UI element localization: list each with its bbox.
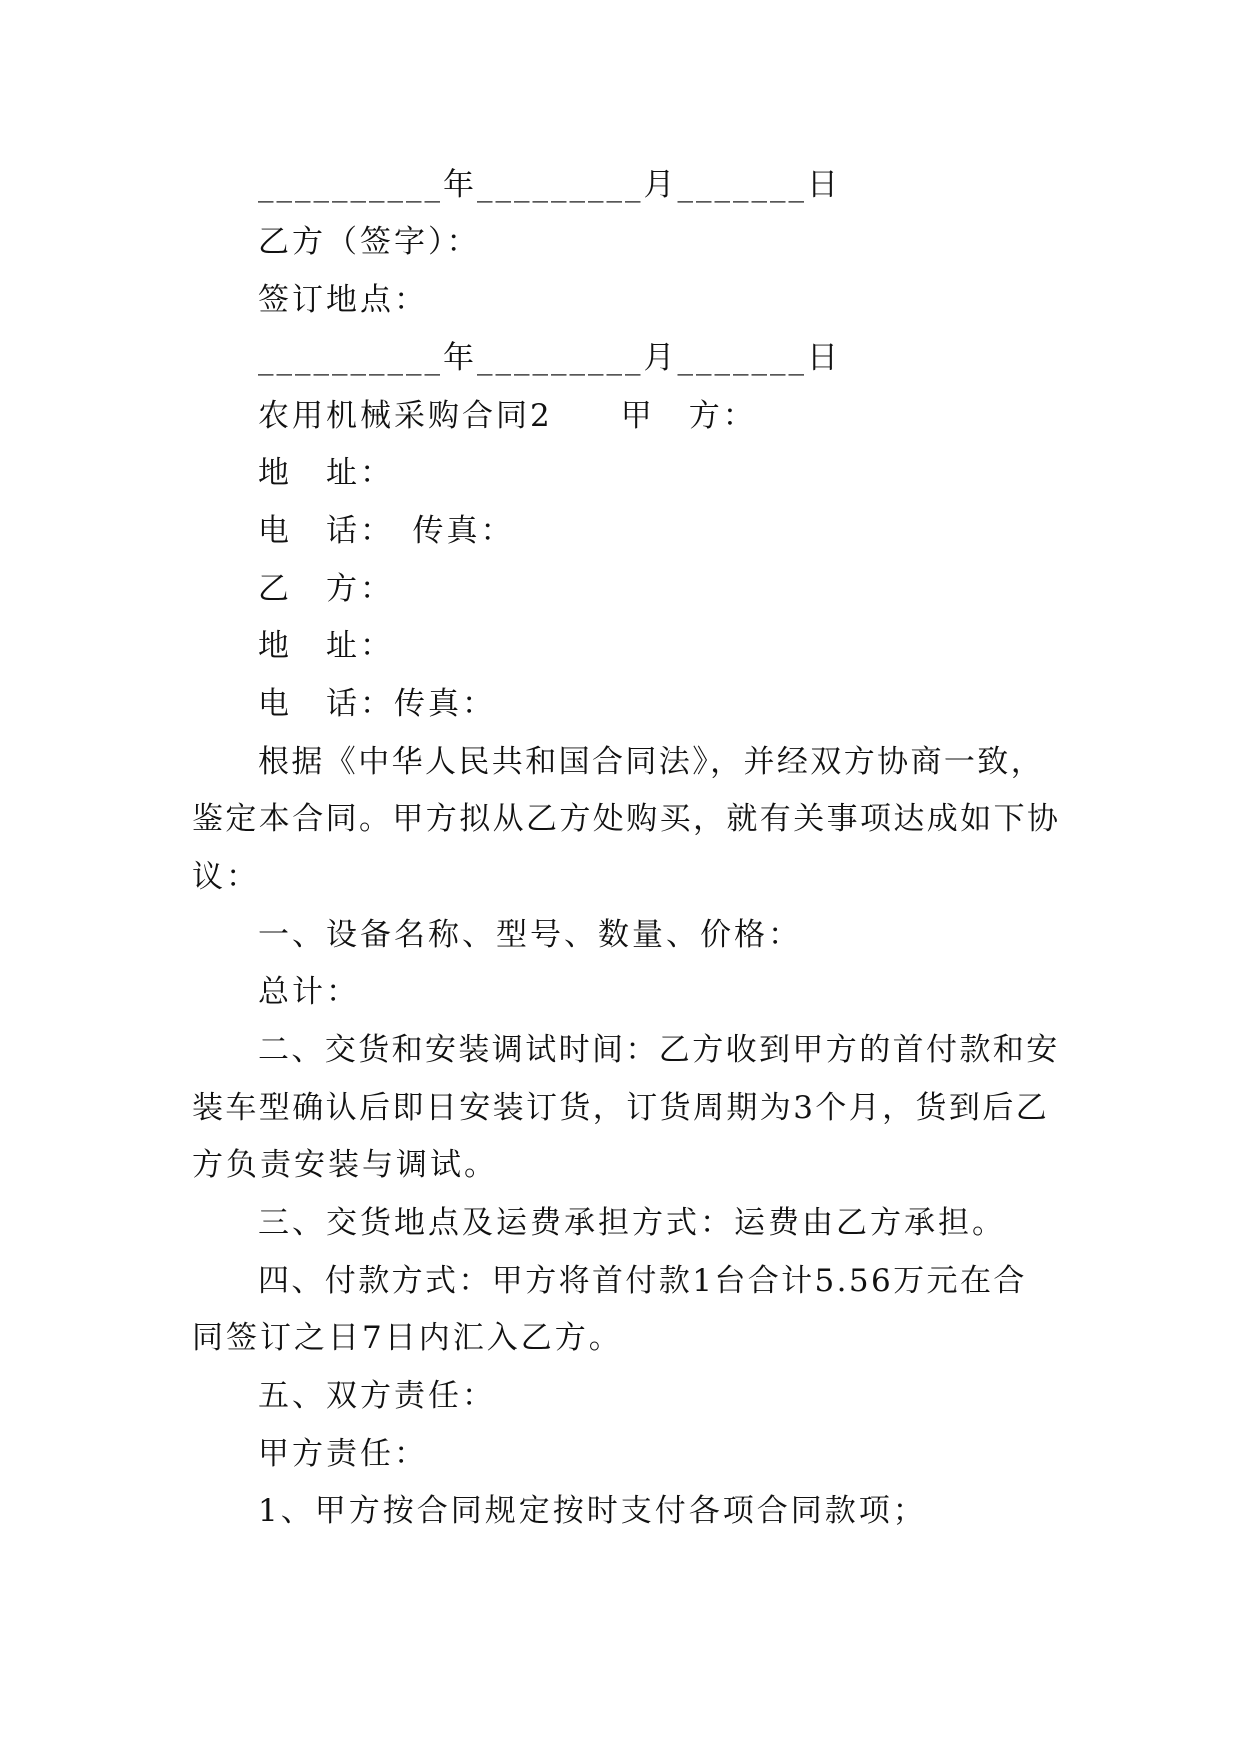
party-a-phone-fax: 电 话： 传真： — [258, 513, 515, 549]
total-label: 总计： — [258, 974, 360, 1010]
intro-paragraph-line-2: 鉴定本合同。甲方拟从乙方处购买，就有关事项达成如下协 — [192, 801, 1061, 837]
date-line-2: __________年_________月_______日 — [258, 340, 841, 376]
intro-paragraph-line-1: 根据《中华人民共和国合同法》，并经双方协商一致， — [258, 744, 1045, 780]
section-2-line-1: 二、交货和安装调试时间：乙方收到甲方的首付款和安 — [258, 1032, 1060, 1068]
party-a-address: 地 址： — [258, 455, 394, 491]
intro-paragraph-line-3: 议： — [192, 859, 260, 895]
section-2-line-2: 装车型确认后即日安装订货，订货周期为3个月，货到后乙 — [192, 1090, 1050, 1126]
party-b-label: 乙 方： — [258, 571, 394, 607]
party-b-address: 地 址： — [258, 628, 394, 664]
section-2-line-3: 方负责安装与调试。 — [192, 1147, 498, 1183]
party-a-responsibility-item-1: 1、甲方按合同规定按时支付各项合同款项； — [258, 1493, 927, 1529]
section-3: 三、交货地点及运费承担方式：运费由乙方承担。 — [258, 1205, 1006, 1241]
section-4-line-2: 同签订之日7日内汇入乙方。 — [192, 1320, 623, 1356]
signing-location-label: 签订地点： — [258, 282, 428, 318]
party-b-signature-label: 乙方（签字）： — [258, 224, 481, 260]
contract-title-party-a: 农用机械采购合同2 甲 方： — [258, 398, 757, 434]
date-line-1: __________年_________月_______日 — [258, 167, 841, 203]
party-a-responsibility-heading: 甲方责任： — [258, 1436, 428, 1472]
section-1-heading: 一、设备名称、型号、数量、价格： — [258, 917, 802, 953]
party-b-phone-fax: 电 话：传真： — [258, 686, 496, 722]
section-5-heading: 五、双方责任： — [258, 1378, 496, 1414]
section-4-line-1: 四、付款方式：甲方将首付款1台合计5.56万元在合 — [258, 1263, 1027, 1299]
